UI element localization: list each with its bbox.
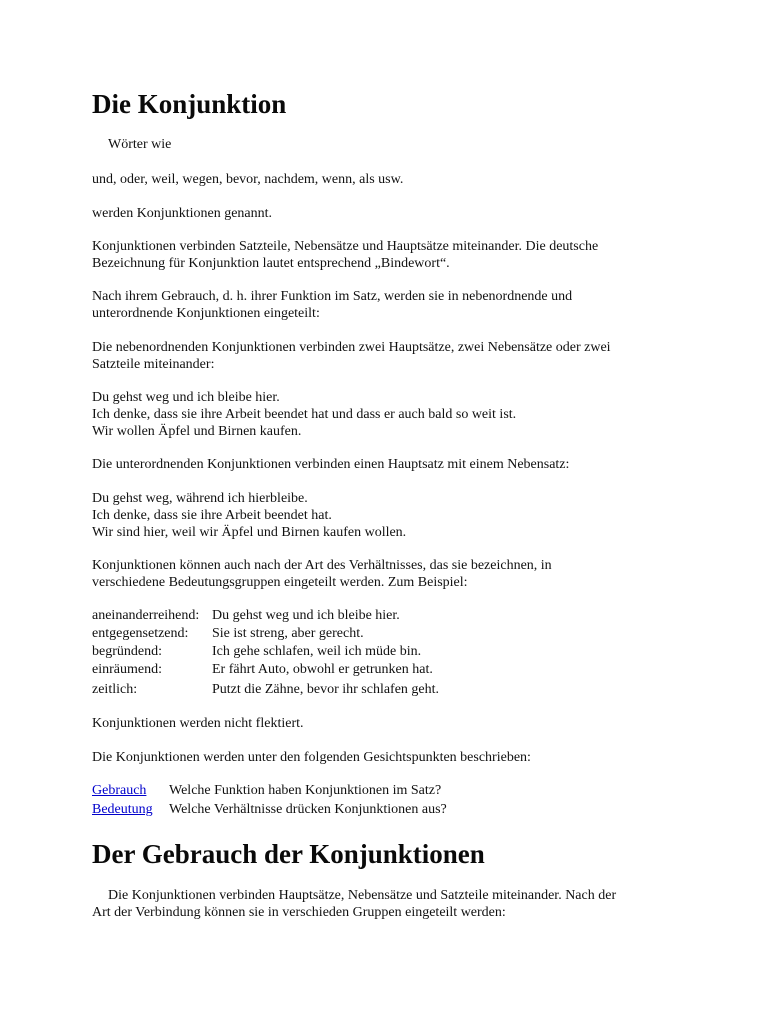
example-words-line: und, oder, weil, wegen, bevor, nachdem, wenn, als usw.: [92, 172, 404, 187]
example-sentence: Wir wollen Äpfel und Birnen kaufen.: [92, 424, 302, 439]
link-description: Welche Funktion haben Konjunktionen im Satz?: [169, 783, 442, 798]
example-sentence: Wir sind hier, weil wir Äpfel und Birnen kaufen wollen.: [92, 525, 407, 540]
paragraph-line: verschiedene Bedeutungsgruppen eingeteilt werden. Zum Beispiel:: [92, 575, 468, 590]
paragraph-line: Satzteile miteinander:: [92, 357, 215, 372]
paragraph-line: Die nebenordnenden Konjunktionen verbinden zwei Hauptsätze, zwei Nebensätze oder zwei: [92, 340, 611, 355]
paragraph-line: Konjunktionen verbinden Satzteile, Nebensätze und Hauptsätze miteinander. Die deutsche: [92, 239, 599, 254]
section-heading-gebrauch: Der Gebrauch der Konjunktionen: [92, 839, 485, 869]
table-label: begründend:: [92, 644, 162, 659]
called-line: werden Konjunktionen genannt.: [92, 206, 273, 221]
table-example: Sie ist streng, aber gerecht.: [212, 626, 364, 641]
paragraph-subordinating: [92, 456, 692, 473]
example-sentence: Du gehst weg und ich bleibe hier.: [92, 390, 280, 405]
paragraph-usage: [92, 288, 692, 322]
example-sentence: Du gehst weg, während ich hierbleibe.: [92, 491, 308, 506]
coordinating-examples: [92, 389, 692, 440]
paragraph-line: Konjunktionen können auch nach der Art des Verhältnisses, das sie bezeichnen, in: [92, 558, 552, 573]
table-label: einräumend:: [92, 662, 162, 677]
paragraph-line: unterordnende Konjunktionen eingeteilt:: [92, 306, 320, 321]
intro-line: Wörter wie: [108, 137, 172, 152]
paragraph-meaning: [92, 557, 692, 591]
paragraph-line: Art der Verbindung können sie in verschieden Gruppen eingeteilt werden:: [92, 905, 506, 920]
table-label: zeitlich:: [92, 682, 138, 697]
page-title: Die Konjunktion: [92, 89, 287, 119]
paragraph-line: Die unterordnenden Konjunktionen verbinden einen Hauptsatz mit einem Nebensatz:: [92, 457, 570, 472]
paragraph-gebrauch: [92, 887, 692, 921]
table-example: Ich gehe schlafen, weil ich müde bin.: [212, 644, 422, 659]
paragraph-connect: [92, 238, 692, 272]
link-bedeutung[interactable]: Bedeutung: [92, 802, 153, 817]
paragraph-line: Die Konjunktionen verbinden Hauptsätze, Nebensätze und Satzteile miteinander. Nach der: [108, 888, 617, 903]
table-example: Er fährt Auto, obwohl er getrunken hat.: [212, 662, 433, 677]
not-inflected-text: [92, 715, 692, 732]
paragraph-line: Konjunktionen werden nicht flektiert.: [92, 716, 304, 731]
example-sentence: Ich denke, dass sie ihre Arbeit beendet hat und dass er auch bald so weit ist.: [92, 407, 517, 422]
example-words: [92, 171, 692, 188]
table-example: Du gehst weg und ich bleibe hier.: [212, 608, 400, 623]
paragraph-line: Bezeichnung für Konjunktion lautet entsprechend „Bindewort“.: [92, 256, 450, 271]
example-sentence: Ich denke, dass sie ihre Arbeit beendet hat.: [92, 508, 332, 523]
paragraph-line: Nach ihrem Gebrauch, d. h. ihrer Funktion im Satz, werden sie in nebenordnende und: [92, 289, 573, 304]
called-text: [92, 205, 692, 222]
table-label: aneinanderreihend:: [92, 608, 200, 623]
table-label: entgegensetzend:: [92, 626, 189, 641]
subordinating-examples: [92, 490, 692, 541]
link-gebrauch[interactable]: Gebrauch: [92, 783, 147, 798]
intro-text: [92, 136, 692, 153]
link-description: Welche Verhältnisse drücken Konjunktionen aus?: [169, 802, 447, 817]
described-text: [92, 749, 692, 766]
table-example: Putzt die Zähne, bevor ihr schlafen geht.: [212, 682, 440, 697]
paragraph-line: Die Konjunktionen werden unter den folgenden Gesichtspunkten beschrieben:: [92, 750, 531, 765]
paragraph-coordinating: [92, 339, 692, 373]
